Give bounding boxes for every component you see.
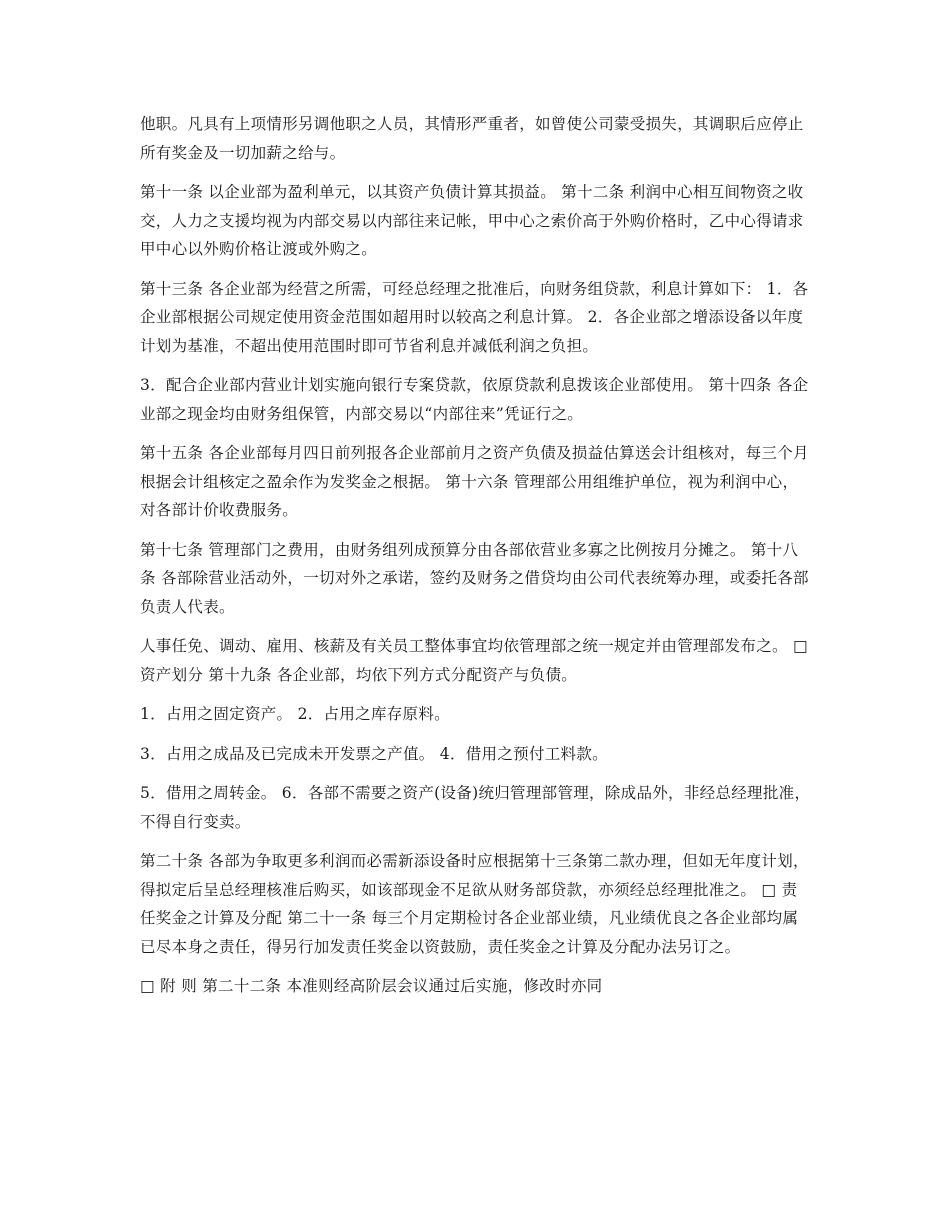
paragraph-3: 第十三条 各企业部为经营之所需，可经总经理之批准后，向财务组贷款，利息计算如下： 1．各企业部根据公司规定使用资金范围如超用时以较高之利息计算。 2．各企业部之增添设备以年度计划为基准，不超出使用范围时即可节省利息并减低利润之负担。 xyxy=(140,279,809,355)
paragraph-12: □ 附 则 第二十二条 本准则经高阶层会议通过后实施，修改时亦同 xyxy=(140,977,603,995)
paragraph-2: 第十一条 以企业部为盈利单元，以其资产负债计算其损益。 第十二条 利润中心相互间物资之收交，人力之支援均视为内部交易以内部往来记帐，甲中心之索价高于外购价格时，乙中心得请求甲中心以外购价格让渡或外购之。 xyxy=(140,183,804,258)
paragraph-1: 他职。凡具有上项情形另调他职之人员，其情形严重者，如曾使公司蒙受损失，其调职后应停止所有奖金及一切加薪之给与。 xyxy=(140,115,804,162)
paragraph-4: 3．配合企业部内营业计划实施向银行专案贷款，依原贷款利息拨该企业部使用。 第十四条 各企业部之现金均由财务组保管，内部交易以“内部往来”凭证行之。 xyxy=(140,376,809,423)
paragraph-11: 第二十条 各部为争取更多利润而必需新添设备时应根据第十三条第二款办理，但如无年度计划，得拟定后呈总经理核准后购买，如该部现金不足欲从财务部贷款，亦须经总经理批准之。 □ 责任奖金之计算及分配 第二十一条 每三个月定期检讨各企业部业绩，凡业绩优良之各企业部均属已尽本身之责任，得另行加发责任奖金以资鼓励，责任奖金之计算及分配办法另订之。 xyxy=(140,852,809,956)
paragraph-6: 第十七条 管理部门之费用，由财务组列成预算分由各部依营业多寡之比例按月分摊之。 第十八条 各部除营业活动外，一切对外之承诺，签约及财务之借贷均由公司代表统筹办理，或委托各部负责人代表。 xyxy=(140,540,809,616)
document-page xyxy=(140,110,812,1012)
paragraph-5: 第十五条 各企业部每月四日前列报各企业部前月之资产负债及损益估算送会计组核对，每三个月根据会计组核定之盈余作为发奖金之根据。 第十六条 管理部公用组维护单位，视为利润中心，对各部计价收费服务。 xyxy=(140,444,809,519)
paragraph-7: 人事任免、调动、雇用、核薪及有关员工整体事宜均依管理部之统一规定并由管理部发布之。 □ 资产划分 第十九条 各企业部，均依下列方式分配资产与负债。 xyxy=(140,637,808,684)
paragraph-10: 5．借用之周转金。 6．各部不需要之资产(设备)统归管理部管理，除成品外，非经总经理批准，不得自行变卖。 xyxy=(140,784,811,831)
paragraph-8: 1．占用之固定资产。 2．占用之库存原料。 xyxy=(140,705,450,723)
paragraph-9: 3．占用之成品及已完成未开发票之产值。 4．借用之预付工料款。 xyxy=(140,744,608,763)
